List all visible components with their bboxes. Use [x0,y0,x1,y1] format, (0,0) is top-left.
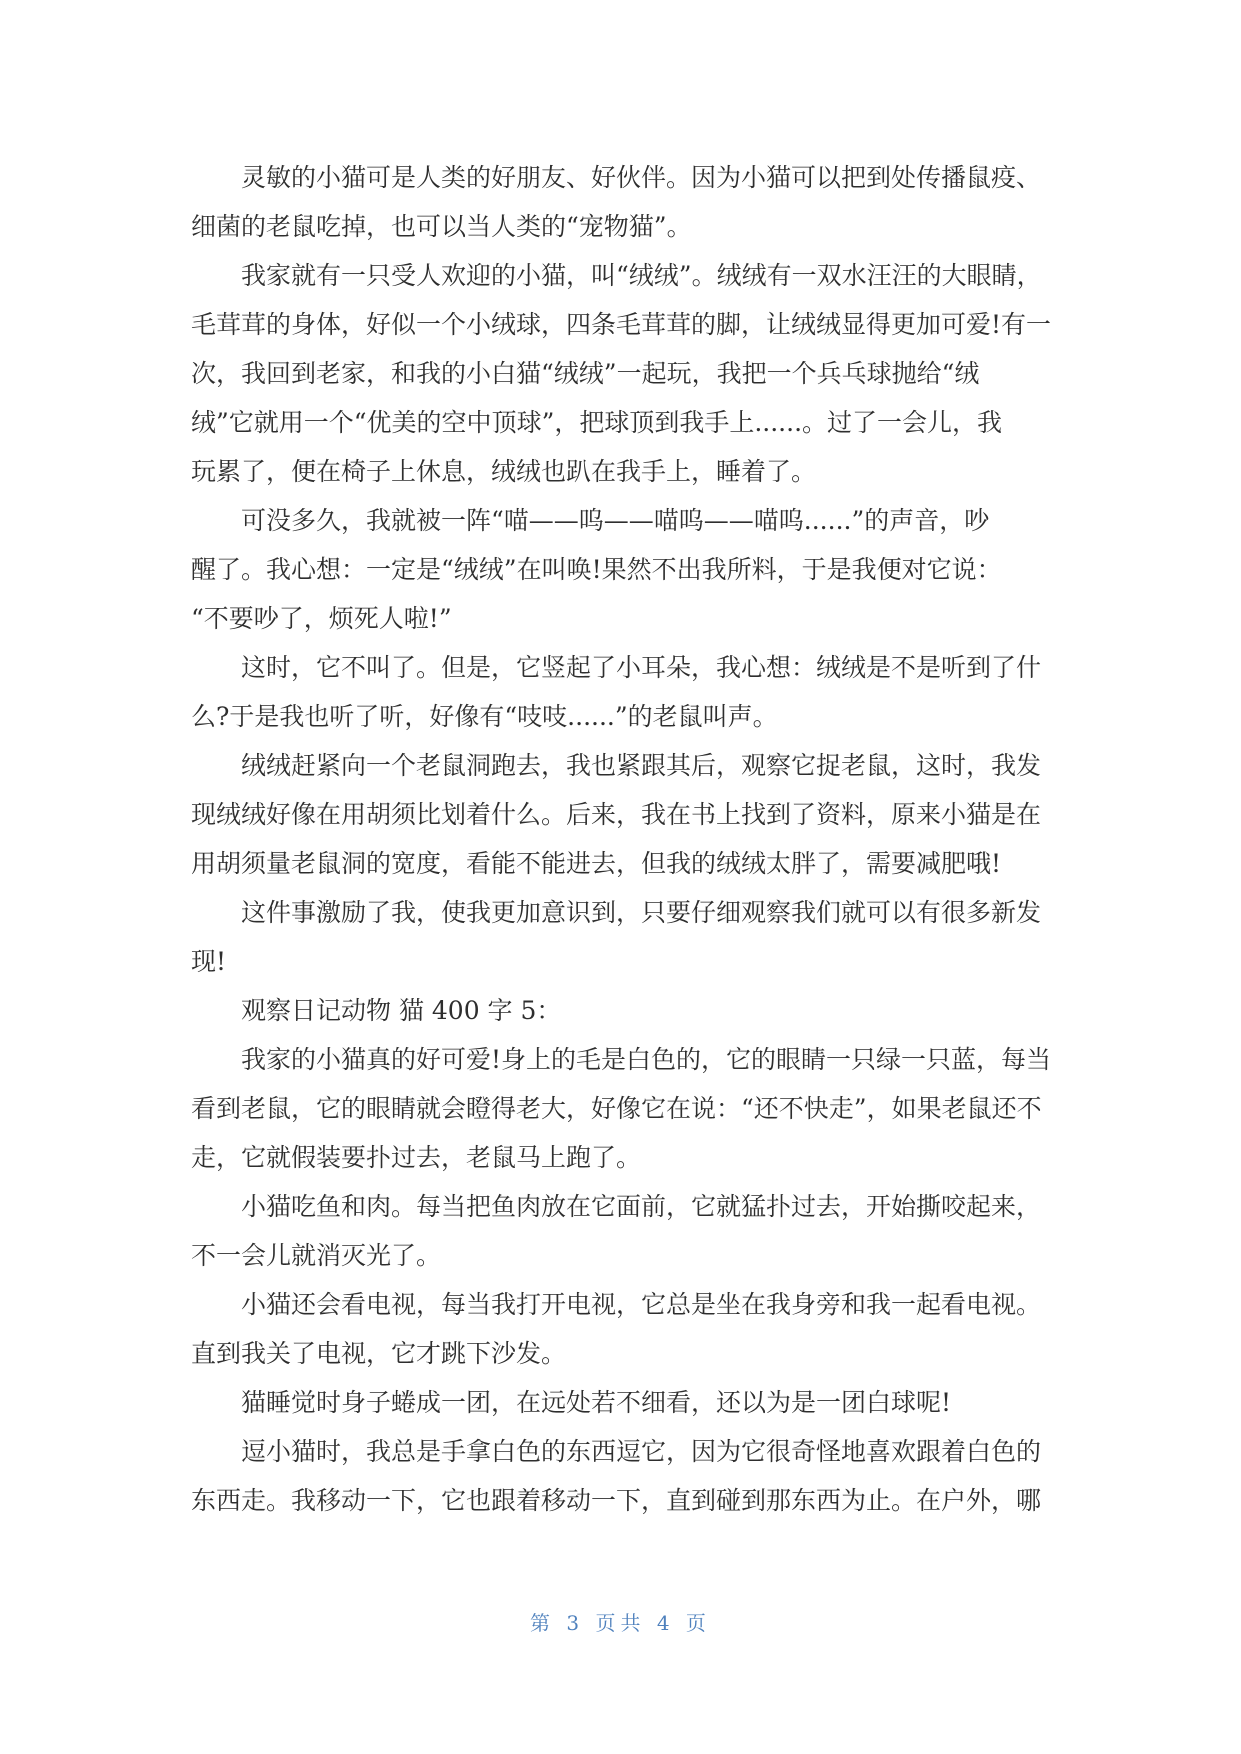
text-line: “不要吵了，烦死人啦!” [191,604,452,633]
text-line: 这件事激励了我，使我更加意识到，只要仔细观察我们就可以有很多新发 [241,898,1042,927]
text-line: 次，我回到老家，和我的小白猫“绒绒”一起玩，我把一个兵乓球抛给“绒 [191,359,980,388]
text-line: 绒绒赶紧向一个老鼠洞跑去，我也紧跟其后，观察它捉老鼠，这时，我发 [241,751,1042,780]
text-line: 可没多久，我就被一阵“喵——呜——喵呜——喵呜......”的声音，吵 [241,506,990,535]
text-line: 细菌的老鼠吃掉，也可以当人类的“宠物猫”。 [191,212,692,241]
paragraph [191,153,1055,251]
text-line: 观察日记动物 猫 400 字 5： [241,996,562,1025]
document-body [191,153,1055,1525]
text-line: 东西走。我移动一下，它也跟着移动一下，直到碰到那东西为止。在户外，哪 [191,1486,1042,1515]
text-line: 么?于是我也听了听，好像有“吱吱......”的老鼠叫声。 [191,702,778,731]
text-line: 走，它就假装要扑过去，老鼠马上跑了。 [191,1143,642,1172]
paragraph [191,741,1055,888]
paragraph [191,1378,1055,1427]
text-line: 直到我关了电视，它才跳下沙发。 [191,1339,567,1368]
paragraph [191,1035,1055,1182]
text-line: 玩累了，便在椅子上休息，绒绒也趴在我手上，睡着了。 [191,457,817,486]
text-line: 毛茸茸的身体，好似一个小绒球，四条毛茸茸的脚，让绒绒显得更加可爱!有一 [191,310,1052,339]
text-line: 醒了。我心想：一定是“绒绒”在叫唤!果然不出我所料，于是我便对它说： [191,555,1002,584]
text-line: 用胡须量老鼠洞的宽度，看能不能进去，但我的绒绒太胖了，需要减肥哦! [191,849,1002,878]
page-number: 第 3 页共 4 页 [530,1611,711,1635]
paragraph [191,986,1055,1035]
text-line: 不一会儿就消灭光了。 [191,1241,442,1270]
text-line: 绒”它就用一个“优美的空中顶球”，把球顶到我手上......。过了一会儿，我 [191,408,1003,437]
paragraph [191,1280,1055,1378]
text-line: 现绒绒好像在用胡须比划着什么。后来，我在书上找到了资料，原来小猫是在 [191,800,1042,829]
paragraph [191,643,1055,741]
text-line: 现! [191,947,227,976]
text-line: 灵敏的小猫可是人类的好朋友、好伙伴。因为小猫可以把到处传播鼠疫、 [241,163,1042,192]
paragraph [191,1427,1055,1525]
paragraph [191,496,1055,643]
text-line: 我家的小猫真的好可爱!身上的毛是白色的，它的眼睛一只绿一只蓝，每当 [241,1045,1052,1074]
text-line: 逗小猫时，我总是手拿白色的东西逗它，因为它很奇怪地喜欢跟着白色的 [241,1437,1042,1466]
text-line: 小猫还会看电视，每当我打开电视，它总是坐在我身旁和我一起看电视。 [241,1290,1042,1319]
paragraph [191,251,1055,496]
text-line: 这时，它不叫了。但是，它竖起了小耳朵，我心想：绒绒是不是听到了什 [241,653,1042,682]
text-line: 我家就有一只受人欢迎的小猫，叫“绒绒”。绒绒有一双水汪汪的大眼睛， [241,261,1042,290]
paragraph [191,1182,1055,1280]
paragraph [191,888,1055,986]
text-line: 看到老鼠，它的眼睛就会瞪得老大，好像它在说：“还不快走”，如果老鼠还不 [191,1094,1042,1123]
text-line: 猫睡觉时身子蜷成一团，在远处若不细看，还以为是一团白球呢! [241,1388,952,1417]
text-line: 小猫吃鱼和肉。每当把鱼肉放在它面前，它就猛扑过去，开始撕咬起来， [241,1192,1042,1221]
